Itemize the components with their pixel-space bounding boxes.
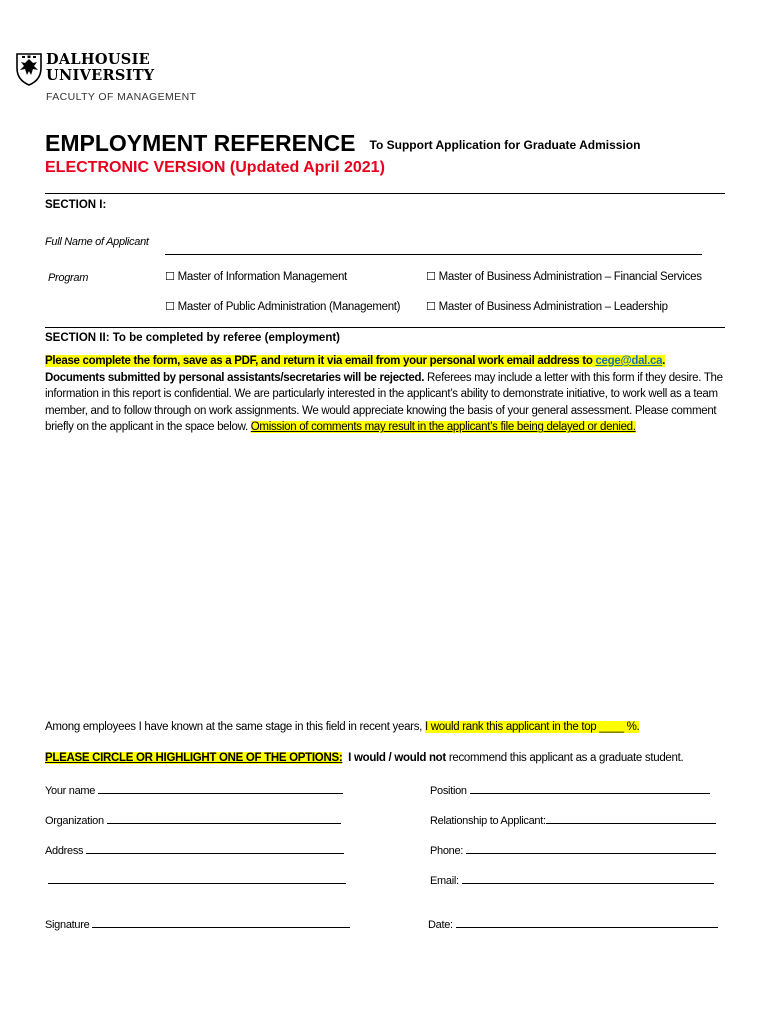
recommend-suffix: recommend this applicant as a graduate student.	[445, 752, 684, 764]
title-subtitle: To Support Application for Graduate Admission	[369, 138, 641, 152]
phone-line[interactable]	[466, 844, 716, 854]
university-name-line2: UNIVERSITY	[46, 67, 155, 84]
option-master-public-administration[interactable]	[165, 300, 400, 313]
relationship-label: Relationship to Applicant:	[430, 815, 546, 827]
title-divider	[45, 193, 725, 194]
section-2-heading: SECTION II: To be completed by referee (employment)	[45, 332, 341, 344]
signature-label: Signature	[45, 919, 90, 931]
email-line[interactable]	[462, 874, 714, 884]
address-line-2[interactable]	[48, 874, 346, 884]
version-notice: ELECTRONIC VERSION (Updated April 2021)	[45, 159, 385, 176]
ranking-statement	[45, 721, 639, 733]
date-line[interactable]	[456, 918, 718, 928]
page-title	[45, 130, 640, 157]
ranking-prefix: Among employees I have known at the same stage in this field in recent years,	[45, 721, 425, 733]
assistant-rejection-note: Documents submitted by personal assistants/secretaries will be rejected.	[45, 371, 425, 384]
section-divider	[45, 327, 725, 328]
title-main: EMPLOYMENT REFERENCE	[45, 130, 356, 156]
relationship-line[interactable]	[546, 814, 716, 824]
phone-label: Phone:	[430, 845, 464, 857]
comments-area[interactable]	[45, 460, 725, 710]
instructions-body: Referees may include a letter with this form if they desire. The information in this report is confidential. We are particularly interested in the applicant’s ability to demonstrate initiative, to work well as a team member, and to follow through on work assignments. We would appreciate knowing the basis of your general assessment. Please comment briefly on the applicant in the space below.	[45, 371, 723, 434]
organization-field[interactable]	[45, 814, 341, 827]
full-name-field[interactable]	[165, 254, 702, 255]
date-label: Date:	[428, 919, 453, 931]
email-label: Email:	[430, 875, 459, 887]
phone-field[interactable]	[430, 844, 716, 857]
relationship-field[interactable]	[430, 814, 716, 827]
checkbox-icon[interactable]: ☐	[426, 301, 436, 313]
checkbox-icon[interactable]: ☐	[165, 271, 175, 283]
option-master-information-management[interactable]	[165, 270, 347, 283]
address-line[interactable]	[86, 844, 344, 854]
full-name-label: Full Name of Applicant	[45, 236, 149, 248]
university-crest-logo	[16, 52, 42, 86]
instructions-period: .	[662, 355, 666, 367]
email-link[interactable]: cege@dal.ca	[595, 355, 663, 367]
address-line-2-field[interactable]	[48, 874, 346, 887]
option-label: Master of Business Administration – Leadership	[438, 301, 668, 313]
address-field[interactable]	[45, 844, 344, 857]
recommendation-statement	[45, 752, 683, 764]
circle-instruction: PLEASE CIRCLE OR HIGHLIGHT ONE OF THE OPTIONS:	[45, 752, 343, 764]
organization-label: Organization	[45, 815, 104, 827]
your-name-field[interactable]	[45, 784, 343, 797]
checkbox-icon[interactable]: ☐	[165, 301, 175, 313]
position-field[interactable]	[430, 784, 710, 797]
faculty-name: FACULTY OF MANAGEMENT	[46, 91, 197, 103]
instructions-highlight: Please complete the form, save as a PDF, and return it via email from your personal work email address to	[45, 355, 596, 367]
checkbox-icon[interactable]: ☐	[426, 271, 436, 283]
organization-line[interactable]	[107, 814, 341, 824]
your-name-label: Your name	[45, 785, 96, 797]
signature-line[interactable]	[92, 918, 350, 928]
recommend-options[interactable]: I would / would not	[348, 752, 446, 764]
your-name-line[interactable]	[98, 784, 343, 794]
position-label: Position	[430, 785, 467, 797]
option-label: Master of Business Administration – Financial Services	[438, 271, 702, 283]
program-label: Program	[48, 272, 89, 284]
option-mba-leadership[interactable]	[426, 300, 668, 313]
option-label: Master of Public Administration (Management)	[177, 301, 401, 313]
option-label: Master of Information Management	[177, 271, 347, 283]
position-line[interactable]	[470, 784, 710, 794]
ranking-highlight[interactable]: I would rank this applicant in the top ____ %.	[424, 721, 640, 733]
email-field[interactable]	[430, 874, 714, 887]
university-name-logo	[46, 52, 154, 84]
university-name-line1: DALHOUSIE	[46, 51, 151, 68]
address-label: Address	[45, 845, 84, 857]
section-1-heading: SECTION I:	[45, 199, 107, 211]
instructions-paragraph	[45, 353, 725, 436]
omission-warning: Omission of comments may result in the applicant’s file being delayed or denied.	[250, 421, 636, 434]
signature-field[interactable]	[45, 918, 350, 931]
option-mba-financial-services[interactable]	[426, 270, 702, 283]
date-field[interactable]	[428, 918, 718, 931]
